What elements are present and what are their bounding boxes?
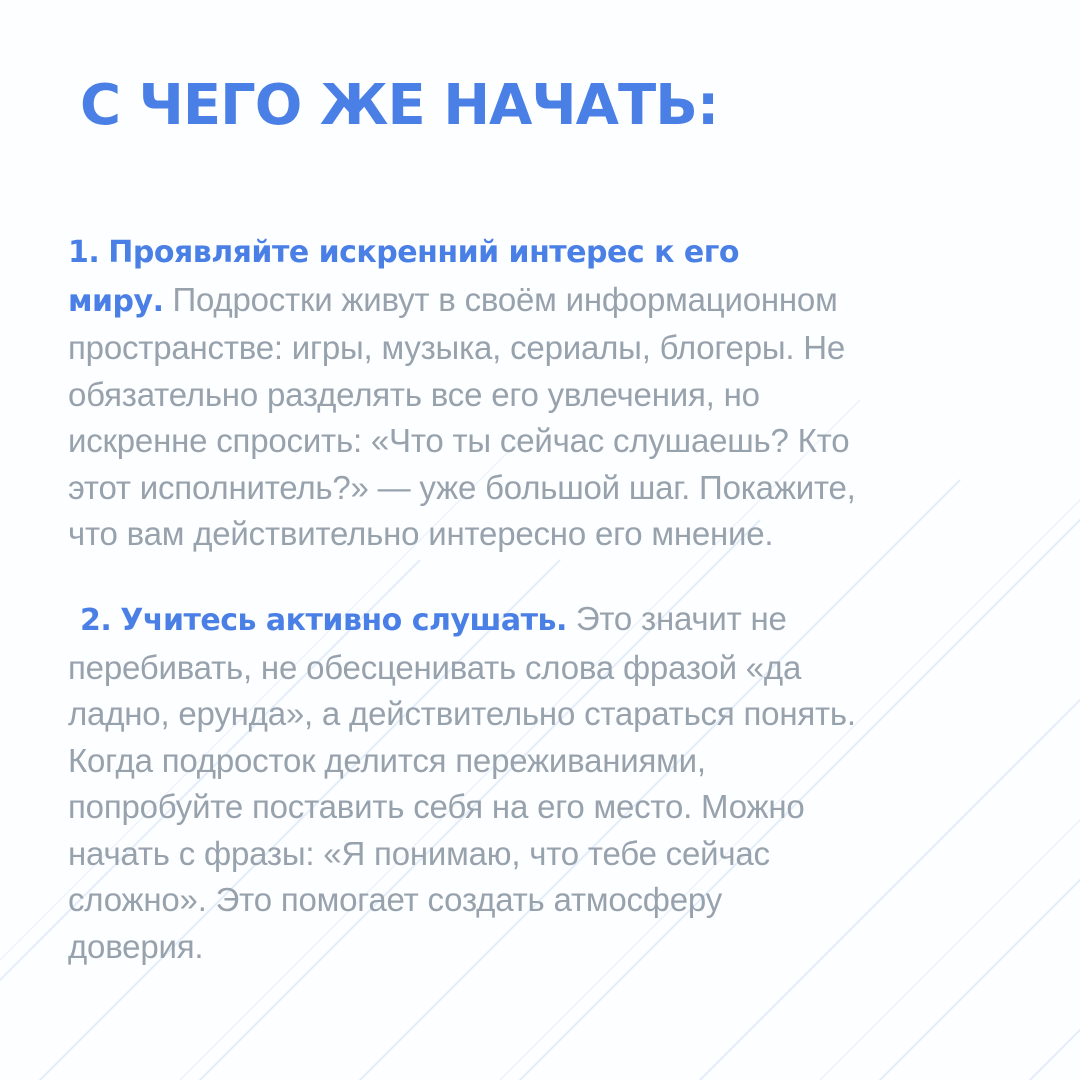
tip-1-line: искренне спросить: «Что ты сейчас слушаешь? Кто: [68, 422, 850, 459]
tip-1-line: этот исполнитель?» — уже большой шаг. Покажите,: [68, 468, 856, 506]
tip-1-line: Подростки живут в своём информационном: [172, 280, 838, 318]
tip-1-number: 1.: [68, 235, 100, 270]
tip-2-line: доверия.: [68, 927, 204, 965]
tip-2-line: ладно, ерунда», а действительно стараться понять.: [68, 695, 856, 732]
tip-1-paragraph: [68, 228, 1028, 558]
tip-2-line: попробуйте поставить себя на его место. Можно: [68, 788, 805, 825]
tip-1-heading-line2: миру.: [68, 283, 164, 319]
tip-2-line: Когда подросток делится переживаниями,: [68, 741, 706, 779]
tip-2-line: сложно». Это помогает создать атмосферу: [68, 881, 722, 918]
tip-2-line: перебивать, не обесценивать слова фразой «да: [68, 648, 802, 686]
tip-2-line: начать с фразы: «Я понимаю, что тебе сейчас: [68, 834, 770, 872]
tip-1-line: что вам действительно интересно его мнение.: [68, 515, 774, 552]
tip-2-heading: Учитесь активно слушать.: [120, 603, 567, 638]
tip-1-line: обязательно разделять все его увлечения, но: [68, 375, 760, 413]
tip-2-number: 2.: [80, 603, 112, 638]
page-title: С ЧЕГО ЖЕ НАЧАТЬ:: [80, 73, 719, 138]
tip-2-line: Это значит не: [575, 600, 787, 637]
tip-2-paragraph: [68, 596, 1028, 970]
tip-1-heading-line1: Проявляйте искренний интерес к его: [108, 235, 740, 270]
tip-1-line: пространстве: игры, музыка, сериалы, блогеры. Не: [68, 329, 846, 366]
